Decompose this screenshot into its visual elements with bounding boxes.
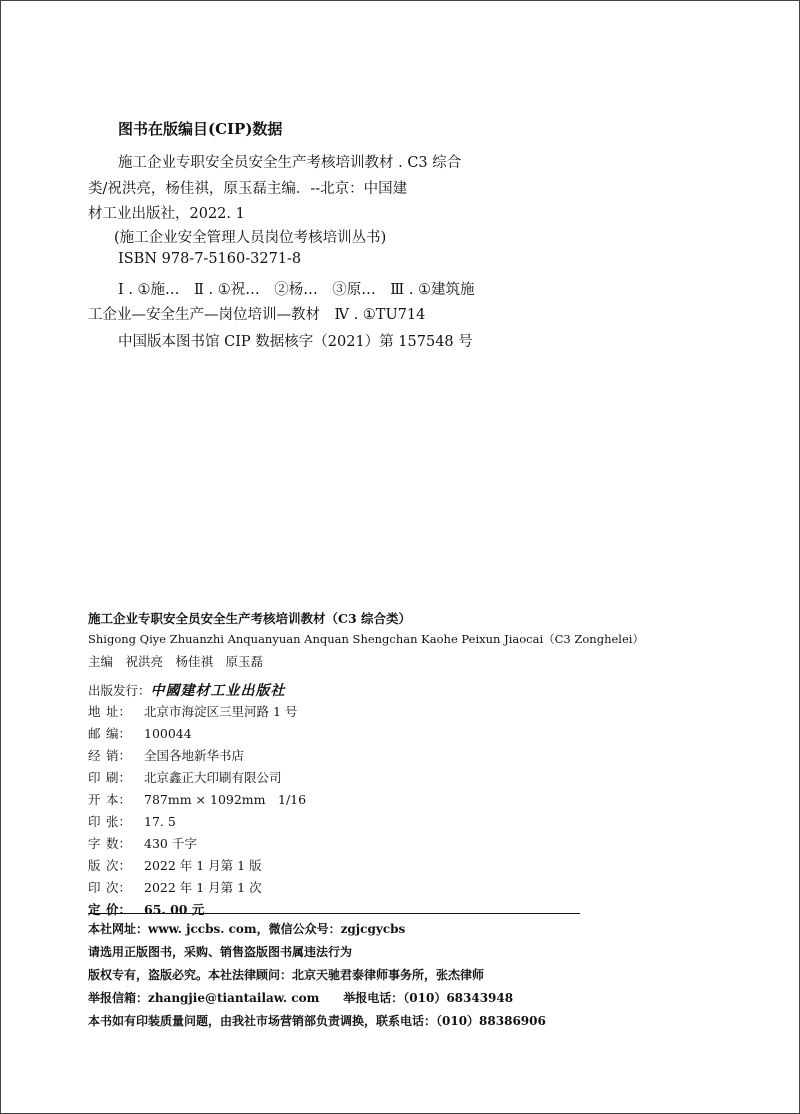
imprint-field-distributor: 经 销： 全国各地新华书店 [88, 748, 245, 763]
cip-title: 图书在版编目(CIP)数据 [118, 120, 283, 138]
imprint-field-price: 定 价： 65. 00 元 [88, 902, 205, 917]
publisher-label: 出版发行： [88, 683, 151, 698]
footer-rights: 版权专有，盗版必究。本社法律顾问：北京天驰君泰律师事务所，张杰律师 [88, 968, 485, 982]
cip-classification-2: 工企业—安全生产—岗位培训—教材 Ⅳ . ①TU714 [88, 307, 426, 323]
editors: 主编 祝洪亮 杨佳祺 原玉磊 [88, 654, 264, 669]
footer-website: 本社网址：www. jccbs. com，微信公众号：zgjcgycbs [88, 922, 406, 936]
imprint-field-sheets: 印 张： 17. 5 [88, 814, 176, 829]
imprint-field-format: 开 本： 787mm × 1092mm 1/16 [88, 792, 307, 807]
book-title-cn: 施工企业专职安全员安全生产考核培训教材（C3 综合类） [88, 611, 411, 626]
cip-record-number: 中国版本图书馆 CIP 数据核字（2021）第 157548 号 [118, 334, 473, 350]
footer-quality: 本书如有印装质量问题，由我社市场营销部负责调换，联系电话：（010）88386906 [88, 1014, 546, 1028]
imprint-field-address: 地 址： 北京市海淀区三里河路 1 号 [88, 704, 298, 719]
cip-series: (施工企业安全管理人员岗位考核培训丛书) [114, 230, 387, 246]
divider-rule [88, 913, 580, 914]
cip-line-2: 类/祝洪亮，杨佳祺，原玉磊主编．--北京：中国建 [88, 181, 408, 197]
footer-notice: 请选用正版图书，采购、销售盗版图书属违法行为 [88, 945, 353, 959]
imprint-field-postcode: 邮 编： 100044 [88, 726, 192, 741]
imprint-field-printer: 印 刷： 北京鑫正大印刷有限公司 [88, 770, 282, 785]
imprint-field-wordcount: 字 数： 430 千字 [88, 836, 197, 851]
cip-isbn: ISBN 978-7-5160-3271-8 [118, 251, 302, 267]
cip-line-1: 施工企业专职安全员安全生产考核培训教材 . C3 综合 [118, 155, 462, 171]
cip-classification-1: Ⅰ . ①施… Ⅱ . ①祝… ②杨… ③原… Ⅲ . ①建筑施 [118, 282, 475, 298]
publisher-logo: 中國建材工业出版社 [150, 683, 286, 699]
footer-report: 举报信箱：zhangjie@tiantailaw. com 举报电话：（010）68343948 [88, 991, 514, 1005]
imprint-field-edition: 版 次： 2022 年 1 月第 1 版 [88, 858, 262, 873]
imprint-field-printing: 印 次： 2022 年 1 月第 1 次 [88, 880, 262, 895]
book-title-pinyin: Shigong Qiye Zhuanzhi Anquanyuan Anquan Shengchan Kaohe Peixun Jiaocai（C3 Zonghelei） [88, 632, 644, 646]
cip-line-3: 材工业出版社，2022. 1 [88, 206, 245, 222]
publisher-row [88, 680, 286, 700]
